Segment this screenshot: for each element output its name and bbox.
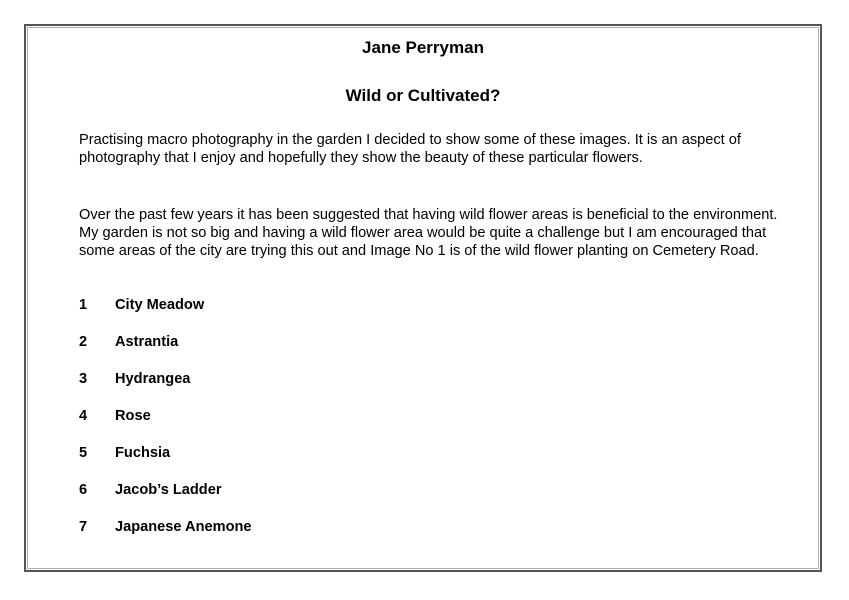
list-item [79,407,252,444]
list-item [79,333,252,370]
image-title: Fuchsia [115,445,171,461]
image-title: Jacob’s Ladder [115,482,222,498]
list-item [79,518,252,555]
list-item [79,370,252,407]
image-list [79,296,252,555]
image-number: 1 [79,297,88,313]
image-number: 5 [79,445,88,461]
image-title: Hydrangea [115,371,191,387]
image-number: 3 [79,371,88,387]
list-item [79,481,252,518]
image-title: City Meadow [115,297,205,313]
list-item [79,296,252,333]
document-title: Wild or Cultivated? [345,86,501,105]
image-title: Astrantia [115,334,179,350]
image-number: 4 [79,408,88,424]
wildflower-paragraph: Over the past few years it has been suggested that having wild flower areas is beneficial to the environment. My garden is not so big and having a wild flower area would be quite a challenge but I am encouraged that some areas of the city are trying this out and Image No 1 is of the wild flower planting on Cemetery Road. [79,207,778,260]
image-title: Rose [115,408,151,424]
author-name: Jane Perryman [362,38,484,57]
image-number: 2 [79,334,88,350]
list-item [79,444,252,481]
intro-paragraph: Practising macro photography in the garden I decided to show some of these images. It is an aspect of photography that I enjoy and hopefully they show the beauty of these particular flowers. [79,132,741,167]
image-number: 6 [79,482,88,498]
image-title: Japanese Anemone [115,519,252,535]
image-number: 7 [79,519,88,535]
